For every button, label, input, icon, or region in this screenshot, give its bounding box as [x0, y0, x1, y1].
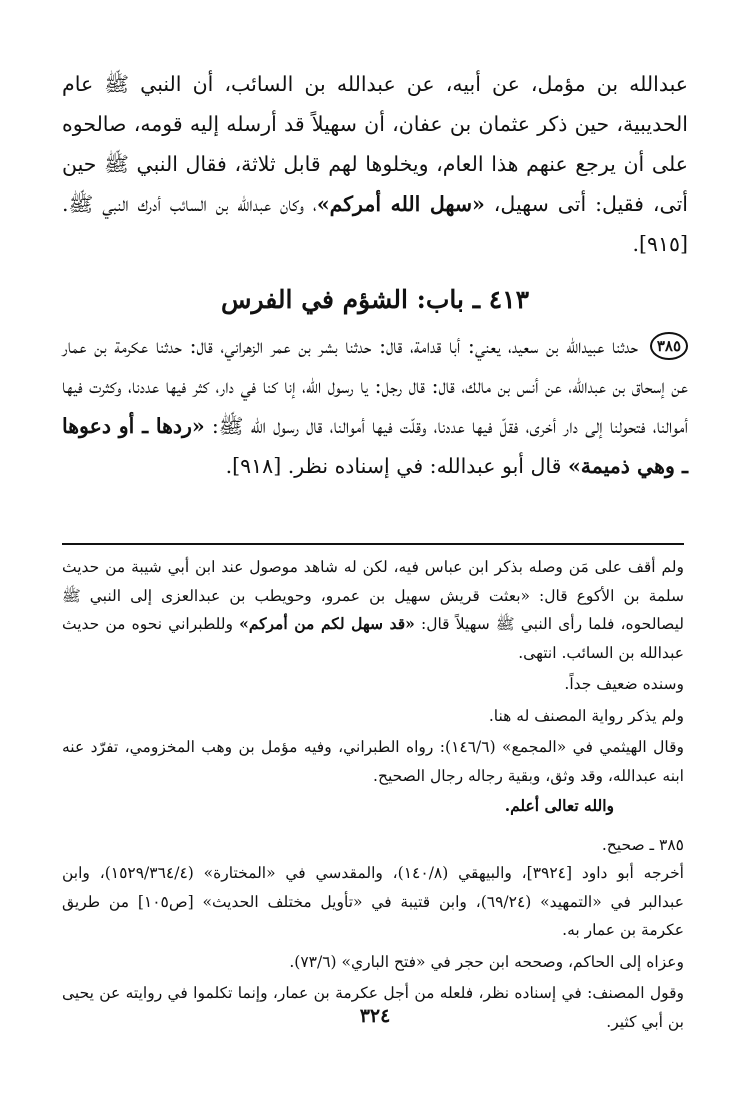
paragraph-continuation [62, 64, 688, 264]
hadith-paragraph [62, 326, 688, 486]
footnotes [62, 553, 684, 1036]
main-text [62, 64, 688, 486]
footnote-text: ولم أقف على مَن وصله بذكر ابن عباس فيه، لكن له شاهد موصول عند ابن أبي شيبة من حديث سلمة بن الأكوع قال: «بعثت قريش سهيل بن عمرو، وحويطب بن عبدالعزى إلى النبي ﷺ ليصالحوه، فلما رأى النبي ﷺ سهيلاً قال: [62, 558, 684, 633]
footnote-divider [62, 543, 684, 545]
footnote-paragraph: وعزاه إلى الحاكم، وصححه ابن حجر في «فتح الباري» (٧٣/٦). [289, 952, 684, 971]
chapter-heading: ٤١٣ ـ باب: الشؤم في الفرس [220, 285, 530, 314]
hadith-number-badge: ٣٨٥ [650, 332, 688, 360]
paragraph-text: عبدالله بن مؤمل، عن أبيه، عن عبدالله بن السائب، أن النبي ﷺ عام الحديبية، حين ذكر عثمان بن عفان، أن سهيلاً قد أرسله إليه قومه، صالحوه على أن يرجع عنهم هذا العام، ويخلوها لهم قابل ثلاثة، فقال النبي ﷺ حين أتى، فقيل: أتى سهيل، [62, 72, 688, 216]
author-remark: قال أبو عبدالله: في إسناده نظر. [٩١٨]. [225, 454, 562, 478]
prophetic-quote: «ردها ـ أو دعوها ـ وهي ذميمة» [62, 414, 688, 478]
footnote-quote: «قد سهل لكم من أمركم» [239, 614, 415, 633]
paragraph-text-end: ، وكان عبدالله بن السائب أدرك النبي ﷺ. [٩١٥]. [62, 192, 688, 256]
footnote-paragraph: وقول المصنف: في إسناده نظر، فلعله من أجل عكرمة بن عمار، وإنما تكلموا في روايته عن يحيى بن أبي كثير. [62, 984, 684, 1031]
hadith-grade: ٣٨٥ ـ صحيح. [601, 835, 684, 854]
footnote-paragraph: وقال الهيثمي في «المجمع» (١٤٦/٦): رواه الطبراني، وفيه مؤمل بن وهب المخزومي، تفرّد عنه ابنه عبدالله، وقد وثق، وبقية رجاله رجال الصحيح. [62, 738, 685, 785]
footnote-paragraph: وسنده ضعيف جداً. [564, 675, 684, 693]
footnote-paragraph [62, 553, 684, 667]
closing-phrase: والله تعالى أعلم. [504, 796, 614, 815]
prophetic-quote: «سهل الله أمركم» [316, 192, 485, 216]
footnote-paragraph: ولم يذكر رواية المصنف له هنا. [488, 706, 684, 725]
hadith-text: حدثنا عبيدالله بن سعيد، يعني: أبا قدامة، قال: حدثنا بشر بن عمر الزهراني، قال: حدثنا عكرمة بن عمار عن إسحاق بن عبدالله، عن أنس بن مالك، قال: قال رجل: يا رسول الله، إنا كنا في دار، كثر فيها عددنا، وكثرت فيها أموالنا، فتحولنا إلى دار أخرى، فقلّ فيها عددنا، وقلّت فيها أموالنا، قال رسول الله ﷺ: [62, 334, 688, 438]
footnote-text-end: وللطبراني نحوه من حديث عبدالله بن السائب. انتهى. [62, 615, 684, 662]
page-number: ٣٢٤ [359, 1005, 391, 1027]
footnote-paragraph: أخرجه أبو داود [٣٩٢٤]، والبيهقي (١٤٠/٨)، والمقدسي في «المختارة» (١٥٢٩/٣٦٤/٤)، وابن عبدالبر في «التمهيد» (٦٩/٢٤)، وابن قتيبة في «تأويل مختلف الحديث» [ص١٠٥] من طريق عكرمة بن عمار به. [62, 864, 684, 939]
